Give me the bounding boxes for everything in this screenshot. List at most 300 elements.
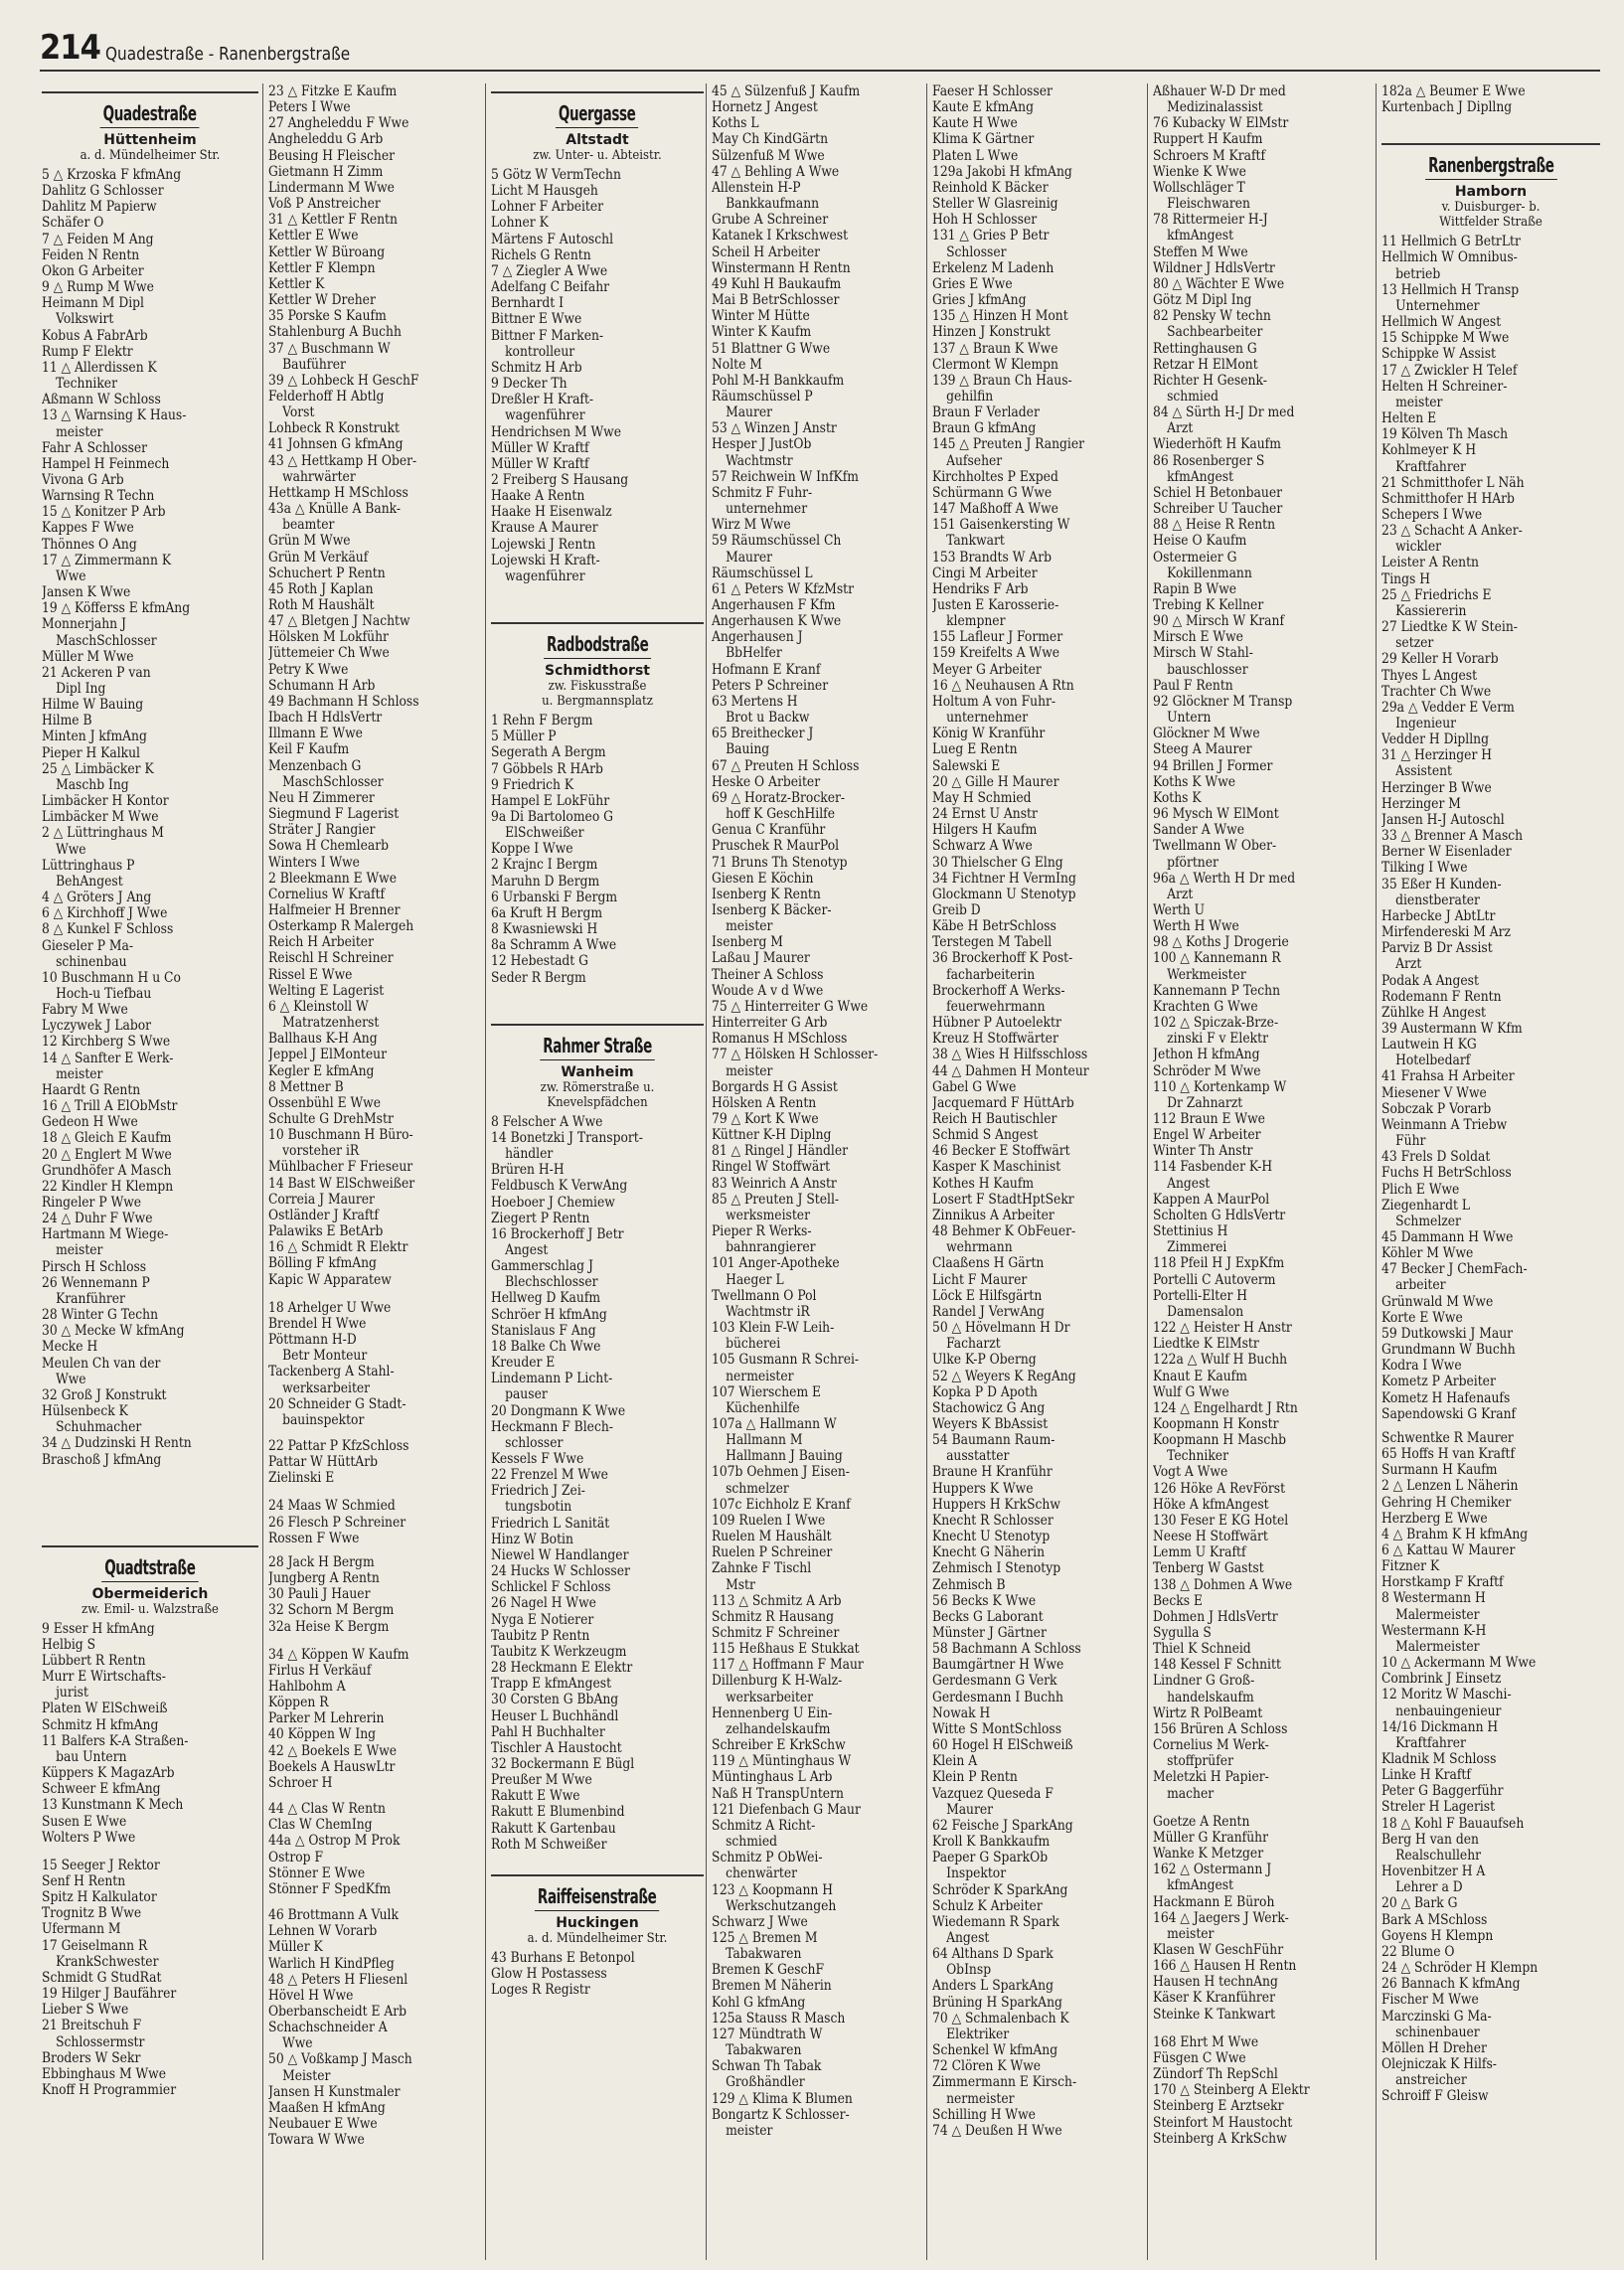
resident-entry: Grünwald M Wwe [1381, 1293, 1494, 1310]
resident-entry: Retzar H ElMont [1153, 356, 1258, 373]
resident-entry: 155 Lafleur J Former [932, 629, 1063, 646]
resident-entry: 29a △ Vedder E Verm [1381, 699, 1515, 716]
resident-entry: 14 Bonetzki J Transport- [491, 1129, 643, 1146]
resident-entry: Peters P Schreiner [712, 677, 829, 694]
resident-entry: Sträter J Rangier [268, 822, 376, 839]
resident-entry: Hilme B [42, 713, 92, 730]
spacer [268, 1486, 483, 1498]
resident-entry: arbeiter [1395, 1277, 1446, 1294]
resident-entry: Sapendowski G Kranf [1381, 1405, 1517, 1422]
resident-entry: Neese H Stoffwärt [1153, 1529, 1268, 1545]
resident-entry: Unternehmer [1395, 297, 1480, 314]
resident-entry: Kettler F Klempn [268, 259, 376, 276]
resident-entry: Ingenieur [1395, 716, 1457, 731]
resident-entry: vorsteher iR [282, 1143, 360, 1160]
resident-entry: Becks E [1153, 1592, 1203, 1609]
resident-entry: 54 Baumann Raum- [932, 1432, 1056, 1449]
resident-entry: Ossenbühl E Wwe [268, 1094, 381, 1111]
resident-entry: Schmitz H kfmAng [42, 1716, 159, 1733]
resident-entry: Pohl M-H Bankkaufm [712, 372, 845, 389]
resident-entry: schmied [1167, 388, 1219, 405]
resident-entry: Hülsenbeck K [42, 1403, 128, 1420]
resident-entry: kfmAngest [1167, 228, 1234, 244]
resident-entry: unternehmer [726, 501, 808, 518]
resident-entry: Zinnikus A Arbeiter [932, 1207, 1055, 1223]
resident-entry: Lohner F Arbeiter [491, 199, 604, 216]
resident-entry: Zehmisch B [932, 1576, 1006, 1593]
resident-entry: Müller G Kranführ [1153, 1829, 1268, 1846]
resident-entry: schlosser [505, 1434, 564, 1451]
spacer [42, 1846, 258, 1858]
resident-entry: Hilme W Bauing [42, 697, 144, 714]
resident-entry: 13 Hellmich H Transp [1381, 281, 1520, 298]
section-rule [491, 622, 704, 624]
resident-entry: Arzt [1167, 886, 1194, 902]
resident-entry: Schiel H Betonbauer [1153, 484, 1283, 501]
resident-entry: Jethon H kfmAng [1153, 1047, 1260, 1063]
column-divider [706, 83, 707, 2260]
resident-entry: Ruelen M Haushält [712, 1529, 832, 1545]
resident-entry: Borgards H G Assist [712, 1078, 838, 1095]
resident-entry: Hoh H Schlosser [932, 212, 1038, 229]
resident-entry: Hallmann M [726, 1432, 803, 1449]
spacer [491, 986, 704, 1016]
resident-entry: Jansen H Kunstmaler [268, 2083, 401, 2100]
resident-entry: Wanke K Metzger [1153, 1846, 1264, 1863]
resident-entry: Scheil H Arbeiter [712, 243, 821, 260]
resident-entry: Schmitz F Schreiner [712, 1625, 840, 1641]
resident-entry: 24 Hucks W Schlosser [491, 1563, 630, 1580]
resident-entry: Correia J Maurer [268, 1191, 375, 1208]
resident-entry: May Ch KindGärtn [712, 131, 829, 148]
resident-entry: 32 Groß J Konstrukt [42, 1386, 167, 1403]
resident-entry: 30 △ Mecke W kfmAng [42, 1323, 185, 1340]
resident-entry: 27 Angheleddu F Wwe [268, 115, 409, 132]
resident-entry: Twellmann O Pol [712, 1287, 817, 1304]
resident-entry: Brendel H Wwe [268, 1315, 367, 1332]
resident-entry: Combrink J Einsetz [1381, 1671, 1502, 1688]
resident-entry: 110 △ Kortenkamp W [1153, 1078, 1287, 1095]
resident-entry: Brockerhoff A Werks- [932, 982, 1065, 999]
resident-entry: 57 Reichwein W InfKfm [712, 468, 859, 485]
resident-entry: Dipl Ing [56, 681, 106, 697]
resident-entry: Koths K Wwe [1153, 773, 1236, 790]
resident-entry: Wwe [56, 1371, 86, 1387]
resident-entry: 11 Balfers K-A Straßen- [42, 1732, 189, 1749]
resident-entry: Kokillenmann [1167, 565, 1252, 581]
resident-entry: Maschb Ing [56, 776, 129, 793]
resident-entry: 16 △ Schmidt R Elektr [268, 1239, 408, 1256]
resident-entry: Cornelius W Kraftf [268, 886, 386, 902]
resident-entry: 86 Rosenberger S [1153, 452, 1265, 469]
resident-entry: werksarbeiter [282, 1379, 371, 1396]
resident-entry: Hornetz J Angest [712, 99, 818, 116]
resident-entry: Miesener V Wwe [1381, 1084, 1487, 1101]
spacer [268, 1897, 483, 1907]
resident-entry: 67 △ Preuten H Schloss [712, 757, 860, 774]
resident-entry: 26 Nagel H Wwe [491, 1595, 596, 1612]
resident-entry: 7 Göbbels R HArb [491, 760, 603, 777]
resident-entry: 61 △ Peters W KfzMstr [712, 580, 854, 597]
resident-entry: 15 △ Konitzer P Arb [42, 504, 166, 521]
resident-entry: Zühlke H Angest [1381, 1004, 1486, 1021]
resident-entry: Wollschläger T [1153, 179, 1245, 196]
resident-entry: 16 △ Neuhausen A Rtn [932, 677, 1074, 694]
resident-entry: Tings H [1381, 570, 1430, 587]
resident-entry: Herzberg E Wwe [1381, 1510, 1488, 1527]
resident-entry: 7 △ Ziegler A Wwe [491, 262, 608, 279]
resident-entry: meister [1395, 394, 1443, 410]
resident-entry: Bernhardt I [491, 295, 564, 312]
resident-entry: Helten H Schreiner- [1381, 378, 1508, 395]
resident-entry: Senf H Rentn [42, 1873, 126, 1889]
resident-entry: Rapin B Wwe [1153, 580, 1237, 597]
resident-entry: Westermann K-H [1381, 1622, 1487, 1639]
resident-entry: Müller M Wwe [42, 648, 134, 665]
resident-entry: 162 △ Ostermann J [1153, 1862, 1272, 1878]
resident-entry: MaschSchlosser [56, 632, 157, 649]
resident-entry: zelhandelskaufm [726, 1720, 831, 1737]
resident-entry: Taubitz P Rentn [491, 1627, 590, 1644]
resident-entry: Gries E Wwe [932, 275, 1013, 292]
resident-entry: bücherei [726, 1336, 781, 1353]
resident-entry: Müller W Kraftf [491, 455, 589, 472]
resident-entry: Kraftfahrer [1395, 458, 1466, 475]
resident-entry: Haake A Rentn [491, 488, 585, 505]
resident-entry: Hellmich W Angest [1381, 314, 1502, 331]
resident-entry: betrieb [1395, 265, 1441, 282]
resident-entry: Scholten G HdlsVertr [1153, 1207, 1286, 1223]
resident-entry: 107a △ Hallmann W [712, 1415, 837, 1432]
resident-entry: Limbäcker M Wwe [42, 809, 159, 826]
resident-entry: Tackenberg A Stahl- [268, 1364, 395, 1380]
resident-entry: 25 △ Friedrichs E [1381, 586, 1492, 603]
resident-entry: Ruppert H Kaufm [1153, 131, 1263, 148]
resident-entry: Hesper J JustOb [712, 436, 812, 453]
resident-entry: Beusing H Fleischer [268, 147, 396, 164]
resident-entry: 2 Krajnc I Bergm [491, 857, 598, 874]
resident-entry: Jüttemeier Ch Wwe [268, 645, 390, 662]
resident-entry: Techniker [1167, 1448, 1228, 1465]
resident-entry: Wwe [56, 841, 86, 858]
resident-entry: Adelfang C Beifahr [491, 279, 610, 296]
resident-entry: Platen L Wwe [932, 147, 1019, 164]
resident-entry: Steller W Glasreinig [932, 196, 1058, 213]
resident-entry: werksmeister [726, 1207, 810, 1223]
resident-entry: 13 △ Warnsing K Haus- [42, 407, 187, 424]
resident-entry: Steffen M Wwe [1153, 243, 1248, 260]
resident-entry: Hotelbedarf [1395, 1053, 1471, 1069]
resident-entry: 65 Hoffs H van Kraftf [1381, 1446, 1516, 1463]
resident-entry: Mirsch E Wwe [1153, 629, 1243, 646]
resident-entry: 28 Heckmann E Elektr [491, 1660, 633, 1677]
resident-entry: Salewski E [932, 757, 1001, 774]
section-rule [42, 91, 258, 93]
spacer [1153, 1802, 1372, 1814]
resident-entry: Bremen M Näherin [712, 1978, 832, 1995]
resident-entry: Sülzenfuß M Wwe [712, 147, 825, 164]
resident-entry: Katanek I Krkschwest [712, 228, 849, 244]
resident-entry: Maurer [946, 1801, 994, 1818]
resident-entry: Weinmann A Triebw [1381, 1116, 1508, 1133]
resident-entry: 9 Esser H kfmAng [42, 1620, 155, 1637]
resident-entry: kfmAngest [1167, 468, 1234, 485]
resident-entry: Fuchs H BetrSchloss [1381, 1165, 1512, 1182]
resident-entry: Zielinski E [268, 1470, 335, 1487]
resident-entry: 6a Kruft H Bergm [491, 904, 603, 921]
resident-entry: Schenkel W kfmAng [932, 2042, 1058, 2059]
resident-entry: Käser K Kranführer [1153, 1990, 1275, 2007]
resident-entry: Jacquemard F HüttArb [932, 1094, 1074, 1111]
resident-entry: Glow H Postassess [491, 1966, 607, 1983]
resident-entry: Möllen H Dreher [1381, 2039, 1487, 2056]
resident-entry: Schmitz P ObWei- [712, 1850, 823, 1866]
resident-entry: Ballhaus K-H Ang [268, 1031, 378, 1048]
resident-entry: 105 Gusmann R Schrei- [712, 1352, 860, 1369]
resident-entry: facharbeiterin [946, 966, 1036, 983]
resident-entry: 77 △ Hölsken H Schlosser- [712, 1047, 879, 1063]
resident-entry: 19 △ Köfferss E kfmAng [42, 600, 191, 617]
resident-entry: Gammerschlag J [491, 1258, 593, 1275]
resident-entry: Vedder H Dipllng [1381, 731, 1489, 748]
resident-entry: Rodemann F Rentn [1381, 988, 1502, 1005]
resident-entry: Schroers M Kraftf [1153, 147, 1266, 164]
resident-entry: Greib D [932, 901, 981, 918]
resident-entry: 2 △ Lenzen L Näherin [1381, 1478, 1519, 1495]
resident-entry: Steinfort M Haustocht [1153, 2114, 1293, 2131]
resident-entry: Halfmeier H Brenner [268, 901, 401, 918]
resident-entry: Gerdesmann I Buchh [932, 1689, 1063, 1705]
resident-entry: Parker M Lehrerin [268, 1710, 385, 1727]
resident-entry: Portelli-Elter H [1153, 1287, 1248, 1304]
resident-entry: Zahnke F Tischl [712, 1560, 812, 1577]
resident-entry: Isenberg K Rentn [712, 886, 821, 902]
resident-entry: Feldbusch K VerwAng [491, 1178, 628, 1195]
resident-entry: 48 Behmer K ObFeuer- [932, 1223, 1076, 1240]
resident-entry: werksarbeiter [726, 1689, 814, 1705]
resident-entry: ausstatter [946, 1448, 1010, 1465]
resident-entry: Anders L SparkAng [932, 1978, 1054, 1995]
resident-entry: meister [56, 423, 103, 440]
resident-entry: Tenberg W Gastst [1153, 1560, 1264, 1577]
resident-entry: Hölsken M Lokführ [268, 629, 389, 646]
resident-entry: Vogt A Wwe [1153, 1464, 1228, 1481]
resident-entry: pförtner [1167, 854, 1218, 871]
resident-entry: Maaßen H kfmAng [268, 2099, 386, 2116]
resident-entry: bauinspektor [282, 1411, 365, 1428]
resident-entry: Trachter Ch Wwe [1381, 683, 1492, 700]
resident-entry: Lieber S Wwe [42, 2002, 129, 2019]
resident-entry: Platen W ElSchweiß [42, 1701, 168, 1717]
resident-entry: 112 Braun E Wwe [1153, 1111, 1265, 1127]
resident-entry: Gries J kfmAng [932, 292, 1027, 309]
resident-entry: 26 Flesch P Schreiner [268, 1514, 406, 1531]
column-3 [491, 83, 704, 2260]
street-block [491, 1034, 704, 1110]
resident-entry: 28 Jack H Bergm [268, 1553, 375, 1570]
resident-entry: Neubauer E Wwe [268, 2116, 378, 2133]
resident-entry: Klein A [932, 1753, 978, 1770]
resident-entry: 24 △ Duhr F Wwe [42, 1211, 153, 1227]
resident-entry: Lemm U Kraftf [1153, 1544, 1246, 1561]
resident-entry: 39 Austermann W Kfm [1381, 1020, 1523, 1037]
resident-entry: Angerhausen F Kfm [712, 597, 836, 613]
resident-entry: 145 △ Preuten J Rangier [932, 436, 1085, 453]
resident-entry: Herzinger M [1381, 795, 1461, 812]
resident-entry: Brüning H SparkAng [932, 1994, 1062, 2011]
column-divider [485, 83, 486, 2260]
resident-entry: Schröer H kfmAng [491, 1306, 607, 1323]
resident-entry: 72 Clören K Wwe [932, 2058, 1042, 2075]
resident-entry: 62 Feische J SparkAng [932, 1817, 1073, 1834]
resident-entry: Großhändler [726, 2074, 805, 2091]
resident-entry: Petry K Wwe [268, 661, 349, 678]
resident-entry: Betr Monteur [282, 1348, 368, 1365]
resident-entry: 22 Pattar P KfzSchloss [268, 1437, 409, 1454]
resident-entry: Paeper G SparkOb [932, 1850, 1049, 1866]
resident-entry: Knaut E Kaufm [1153, 1368, 1247, 1384]
street-location: u. Bergmannsplatz [542, 694, 653, 710]
spacer [268, 1288, 483, 1300]
resident-entry: zinski F v Elektr [1167, 1031, 1268, 1048]
resident-entry: Mirsch W Stahl- [1153, 645, 1253, 662]
resident-entry: Kettler W Büroang [268, 243, 386, 260]
resident-entry: Schroiff F Gleisw [1381, 2088, 1489, 2105]
resident-entry: Blechschlosser [505, 1274, 598, 1291]
resident-entry: 76 Kubacky W ElMstr [1153, 115, 1289, 132]
resident-entry: Towara W Wwe [268, 2132, 365, 2149]
resident-entry: Meyer G Arbeiter [932, 661, 1042, 678]
resident-entry: Thyes L Angest [1381, 667, 1478, 684]
resident-entry: 33 △ Brenner A Masch [1381, 828, 1524, 845]
resident-entry: Bölling F kfmAng [268, 1255, 377, 1272]
resident-entry: 18 △ Gleich E Kaufm [42, 1130, 172, 1147]
resident-entry: Kodra I Wwe [1381, 1358, 1462, 1375]
resident-entry: Schmelzer [1395, 1213, 1461, 1229]
resident-entry: schmelzer [726, 1480, 789, 1497]
resident-entry: Lindermann M Wwe [268, 179, 395, 196]
resident-entry: 109 Ruelen I Wwe [712, 1512, 826, 1529]
resident-entry: 129 △ Klima K Blumen [712, 2090, 853, 2107]
street-name: Quergasse [556, 101, 639, 128]
resident-entry: Gedeon H Wwe [42, 1114, 138, 1131]
street-location: Knevelspfädchen [547, 1094, 648, 1110]
column-4 [712, 83, 924, 2260]
resident-entry: 129a Jakobi H kfmAng [932, 163, 1072, 180]
resident-entry: Thiel K Schneid [1153, 1641, 1251, 1658]
resident-entry: Knecht U Stenotyp [932, 1529, 1051, 1545]
resident-entry: Schreiber E KrkSchw [712, 1737, 846, 1754]
page-number: 214 [40, 28, 100, 68]
resident-entry: Haeger L [726, 1271, 784, 1288]
resident-entry: Koppe I Wwe [491, 841, 573, 858]
resident-entry: Stettinius H [1153, 1223, 1228, 1240]
resident-entry: Schachschneider A [268, 2020, 388, 2036]
spacer [491, 1853, 704, 1866]
resident-entry: pauser [505, 1386, 548, 1403]
resident-entry: 28 Winter G Techn [42, 1307, 159, 1324]
resident-entry: 50 △ Voßkamp J Masch [268, 2051, 412, 2068]
resident-entry: Naß H TranspUntern [712, 1785, 844, 1802]
resident-entry: Kreuder E [491, 1355, 556, 1372]
resident-entry: Schepers I Wwe [1381, 506, 1483, 523]
section-rule [491, 1874, 704, 1876]
resident-entry: 43a △ Knülle A Bank- [268, 501, 402, 518]
section-rule [1381, 143, 1600, 145]
resident-entry: Stahlenburg A Buchh [268, 324, 402, 341]
resident-entry: Sowa H Chemlearb [268, 838, 390, 855]
resident-entry: 166 △ Hausen H Rentn [1153, 1958, 1297, 1975]
resident-entry: Dahlitz G Schlosser [42, 183, 164, 200]
resident-entry: Schmitz H Arb [491, 359, 582, 376]
resident-entry: 79 △ Kort K Wwe [712, 1111, 819, 1127]
street-block [42, 1555, 258, 1617]
resident-entry: Müller W Kraftf [491, 439, 589, 456]
resident-entry: Winter Th Anstr [1153, 1143, 1253, 1160]
resident-entry: Kobus A FabrArb [42, 327, 148, 344]
resident-entry: 70 △ Schmalenbach K [932, 2010, 1069, 2027]
resident-entry: Wachtmstr iR [726, 1303, 810, 1320]
resident-entry: Bauführer [282, 356, 346, 373]
spacer [1381, 1422, 1600, 1430]
resident-entry: 42 △ Boekels E Wwe [268, 1742, 398, 1759]
resident-entry: Ziegenhardt L [1381, 1197, 1471, 1214]
resident-entry: Schmidt G StudRat [42, 1969, 162, 1986]
resident-entry: 8 Westermann H [1381, 1590, 1486, 1607]
resident-entry: Krause A Maurer [491, 520, 598, 537]
resident-entry: 21 Breitschuh F [42, 2018, 142, 2034]
resident-entry: 22 Kindler H Klempn [42, 1178, 174, 1195]
resident-entry: Schuchert P Rentn [268, 565, 386, 581]
resident-entry: Leister A Rentn [1381, 555, 1479, 571]
resident-entry: Winter M Hütte [712, 308, 810, 325]
district-name: Hüttenheim [103, 132, 197, 148]
resident-entry: Sygulla S [1153, 1625, 1212, 1641]
resident-entry: Kettler E Wwe [268, 228, 359, 244]
resident-entry: Maruhn D Bergm [491, 873, 600, 890]
resident-entry: Ringel W Stoffwärt [712, 1159, 831, 1176]
resident-entry: Wienke K Wwe [1153, 163, 1246, 180]
resident-entry: Knoff H Programmier [42, 2082, 177, 2099]
resident-entry: 22 Blume O [1381, 1943, 1455, 1960]
resident-entry: BehAngest [56, 873, 123, 890]
resident-entry: Marczinski G Ma- [1381, 2008, 1492, 2025]
resident-entry: Vivona G Arb [42, 471, 124, 488]
resident-entry: Huppers K Wwe [932, 1480, 1034, 1497]
resident-entry: Ibach H HdlsVertr [268, 710, 383, 727]
resident-entry: Engel W Arbeiter [1153, 1127, 1261, 1144]
street-block [491, 632, 704, 709]
resident-entry: Preußer M Wwe [491, 1772, 592, 1789]
resident-entry: 153 Brandts W Arb [932, 549, 1052, 566]
resident-entry: Klein P Rentn [932, 1769, 1018, 1786]
resident-entry: MaschSchlosser [282, 773, 384, 790]
resident-entry: 58 Bachmann A Schloss [932, 1641, 1081, 1658]
resident-entry: Parviz B Dr Assist [1381, 940, 1493, 957]
resident-entry: Schmid S Angest [932, 1127, 1039, 1144]
street-block [491, 1884, 704, 1946]
resident-entry: Schilling H Wwe [932, 2106, 1036, 2123]
resident-entry: Zimmerei [1167, 1239, 1227, 1256]
resident-entry: Bongartz K Schlosser- [712, 2106, 850, 2123]
resident-entry: 41 Frahsa H Arbeiter [1381, 1068, 1515, 1085]
resident-entry: Podak A Angest [1381, 972, 1479, 989]
resident-entry: Rossen F Wwe [268, 1530, 360, 1546]
resident-entry: Müntinghaus L Arb [712, 1769, 833, 1786]
resident-entry: 20 △ Gille H Maurer [932, 773, 1059, 790]
resident-entry: 40 Köppen W Ing [268, 1726, 377, 1743]
resident-entry: Käbe H BetrSchloss [932, 918, 1056, 935]
